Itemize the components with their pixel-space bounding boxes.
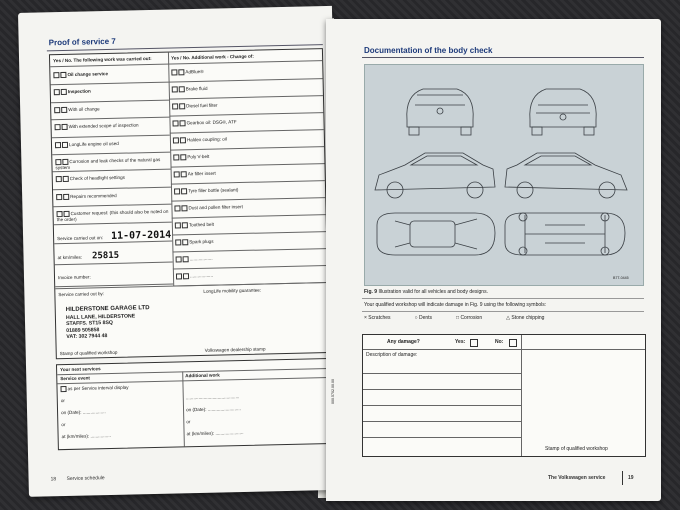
- stamp-line: HALL LANE, HILDERSTONE: [65, 312, 136, 321]
- no-checkbox[interactable]: [180, 137, 186, 143]
- work-item-row: [54, 87, 166, 96]
- title-rule: [362, 57, 644, 58]
- yes-checkbox[interactable]: [54, 107, 60, 113]
- figure-caption: Illustration valid for all vehicles and body designs.: [378, 289, 488, 295]
- row-rule: [51, 99, 169, 103]
- no-checkbox[interactable]: [178, 69, 184, 75]
- right-page: [326, 19, 661, 501]
- no-checkbox[interactable]: [181, 171, 187, 177]
- work-item-label: Inspection: [67, 88, 91, 95]
- yes-checkbox[interactable]: [174, 171, 180, 177]
- km-value: 25815: [91, 250, 120, 262]
- next-service-text: on (Date): ..................: [61, 409, 106, 416]
- work-item-row: [55, 157, 167, 171]
- right-page-number: 19: [628, 475, 634, 481]
- stamp-line: 01889 505858: [66, 326, 100, 334]
- left-page: [18, 6, 343, 497]
- garage-stamp: [66, 304, 177, 340]
- no-checkbox[interactable]: [182, 239, 188, 245]
- additional-work-row: [174, 202, 324, 211]
- next-service-text: as per Service interval display: [67, 384, 129, 392]
- next-additional-text: or: [186, 419, 191, 425]
- no-checkbox[interactable]: [181, 188, 187, 194]
- additional-work-label: Brake fluid: [185, 85, 208, 92]
- yes-checkbox[interactable]: [175, 222, 181, 228]
- next-services-title: Your next services: [60, 366, 101, 373]
- right-footer-label: The Volkswagen service: [548, 475, 606, 481]
- row-rule: [52, 134, 170, 138]
- row-rule: [53, 204, 171, 208]
- next-service-row: [60, 385, 128, 393]
- left-footer-label: Service schedule: [66, 475, 105, 483]
- work-item-label: LongLife engine oil used: [68, 140, 119, 147]
- additional-work-label: Haldex coupling: oil: [186, 136, 227, 143]
- work-item-label: Repairs recommended: [70, 192, 117, 199]
- footer-divider: [622, 471, 623, 485]
- additional-work-label: ..................: [189, 255, 213, 262]
- additional-work-row: [174, 168, 324, 177]
- car-top-view: [377, 213, 495, 255]
- damage-symbol: ○ Dents: [414, 315, 433, 321]
- row-rule: [171, 197, 325, 201]
- no-checkbox[interactable]: [180, 154, 186, 160]
- spine-code: 000.5702.00.00: [331, 379, 335, 404]
- damage-report-table: [362, 334, 646, 457]
- yes-checkbox[interactable]: [174, 188, 180, 194]
- car-right-side: [505, 153, 627, 198]
- next-service-row: [62, 433, 111, 439]
- yes-checkbox[interactable]: [172, 120, 178, 126]
- no-checkbox[interactable]: [60, 72, 66, 78]
- row-rule: [169, 78, 323, 82]
- yes-checkbox[interactable]: [173, 154, 179, 160]
- work-item-row: [56, 191, 168, 200]
- work-item-row: [55, 139, 167, 148]
- yes-checkbox[interactable]: [174, 205, 180, 211]
- additional-work-row: [172, 117, 322, 126]
- additional-work-row: [176, 270, 326, 279]
- no-checkbox[interactable]: [62, 141, 68, 147]
- work-item-label: Corrosion and leak checks of the natural gas system: [55, 157, 161, 171]
- additional-work-row: [172, 100, 322, 109]
- yes-checkbox[interactable]: [55, 124, 61, 130]
- yes-checkbox[interactable]: [470, 339, 478, 347]
- yes-checkbox[interactable]: [56, 194, 62, 200]
- description-line: [363, 405, 521, 406]
- work-item-row: [55, 122, 167, 131]
- next-service-row: [61, 409, 106, 415]
- no-checkbox[interactable]: [179, 86, 185, 92]
- no-checkbox[interactable]: [179, 120, 185, 126]
- additional-work-row: [176, 253, 326, 262]
- yes-checkbox[interactable]: [172, 86, 178, 92]
- additional-work-row: [172, 83, 322, 92]
- row-rule: [171, 163, 325, 167]
- next-additional-text: on (Date): ..........................: [185, 406, 241, 413]
- yes-checkbox[interactable]: [176, 256, 182, 262]
- figure-caption-row: [364, 289, 488, 295]
- damage-symbol: △ Stone chipping: [506, 315, 545, 321]
- work-item-label: Check of headlight settings: [69, 175, 125, 182]
- caption-rule: [362, 298, 644, 299]
- left-column-header: Yes / No. The following work was carried out:: [53, 55, 152, 64]
- row-rule: [169, 112, 323, 116]
- description-line: [363, 437, 521, 438]
- work-item-row: [56, 174, 168, 183]
- stamp-line: VAT: 302 7944 48: [66, 333, 108, 340]
- work-item-label: With oil change: [68, 106, 100, 112]
- work-item-row: [54, 104, 166, 113]
- additional-work-label: ..................: [189, 272, 214, 279]
- no-checkbox[interactable]: [179, 103, 185, 109]
- yes-checkbox[interactable]: [53, 72, 59, 78]
- additional-work-row: [174, 185, 324, 194]
- next-service-text: at (km/miles): ................: [61, 433, 111, 440]
- figure-label: Fig. 9: [364, 289, 378, 295]
- service-record-table: [49, 48, 330, 359]
- additional-work-label: Gearbox oil: DSG®, ATF: [186, 119, 237, 126]
- service-date-row-label: Service carried out on:: [57, 235, 104, 242]
- interval-checkbox[interactable]: [60, 386, 66, 392]
- km-row-label: at km/miles:: [57, 254, 83, 261]
- yes-label: Yes:: [455, 339, 466, 345]
- row-rule: [51, 117, 169, 121]
- additional-work-label: Tyre filler bottle (sealant): [188, 187, 239, 194]
- instruction-rule: [362, 311, 644, 312]
- no-checkbox[interactable]: [61, 89, 67, 95]
- next-services-table: [56, 358, 332, 450]
- additional-work-label: Air filter insert: [187, 170, 216, 177]
- invoice-row-label: Invoice number:: [57, 274, 91, 281]
- no-checkbox[interactable]: [182, 222, 188, 228]
- work-item-row: [57, 209, 169, 223]
- additional-work-row: [173, 151, 323, 160]
- stamp-workshop-label: Stamp of qualified workshop: [59, 349, 118, 357]
- car-outline-drawings: [365, 65, 643, 285]
- next-col-service-event: Service event: [60, 375, 90, 382]
- no-checkbox[interactable]: [63, 176, 69, 182]
- vehicle-diagram: [364, 64, 644, 286]
- yes-checkbox[interactable]: [175, 239, 181, 245]
- damage-symbols-legend: [364, 315, 644, 321]
- yes-checkbox[interactable]: [56, 176, 62, 182]
- column-divider: [521, 335, 522, 456]
- work-item-label: With extended scope of inspection: [68, 122, 139, 130]
- next-service-text: or: [61, 422, 66, 428]
- car-rear-view: [407, 89, 473, 135]
- any-damage-label: Any damage?: [387, 339, 420, 345]
- row-rule: [170, 146, 324, 150]
- additional-work-label: AdBlue®: [185, 69, 204, 75]
- stamp-line: HILDERSTONE GARAGE LTD: [65, 305, 150, 313]
- additional-work-row: [175, 236, 325, 245]
- additional-work-row: [175, 219, 325, 228]
- column-divider: [182, 371, 185, 446]
- carried-by-label: Service carried out by:: [58, 291, 105, 298]
- car-left-side: [375, 153, 495, 198]
- no-checkbox[interactable]: [181, 205, 187, 211]
- no-checkbox[interactable]: [62, 124, 68, 130]
- no-checkbox[interactable]: [509, 339, 517, 347]
- row-rule: [172, 248, 326, 252]
- next-col-additional-work: Additional work: [185, 372, 220, 379]
- row-rule: [172, 214, 326, 218]
- no-checkbox[interactable]: [61, 107, 67, 113]
- next-service-row: [61, 422, 65, 427]
- description-line: [363, 421, 521, 422]
- damage-symbol: □ Corrosion: [456, 315, 483, 321]
- service-date-value: 11-07-2014: [110, 229, 172, 242]
- symbol-instruction: Your qualified workshop will indicate damage in Fig. 9 using the following symbols:: [364, 302, 547, 308]
- row-rule: [53, 186, 171, 190]
- yes-checkbox[interactable]: [173, 137, 179, 143]
- yes-checkbox[interactable]: [171, 69, 177, 75]
- row-rule: [173, 265, 327, 269]
- page-title: Documentation of the body check: [364, 46, 493, 55]
- row-rule: [171, 180, 325, 184]
- additional-work-label: Diesel fuel filter: [186, 102, 218, 109]
- invoice-row: [58, 273, 173, 281]
- next-service-text: or: [60, 398, 65, 404]
- additional-work-row: [173, 134, 323, 143]
- stamp-line: STAFFS. ST15 8SQ: [65, 319, 114, 327]
- description-line: [363, 389, 521, 390]
- no-checkbox[interactable]: [183, 256, 189, 262]
- page-title: Proof of service 7: [48, 36, 116, 48]
- work-item-row: [53, 70, 165, 79]
- additional-work-row: [171, 66, 321, 75]
- yes-checkbox[interactable]: [54, 89, 60, 95]
- additional-work-label: Toothed belt: [188, 221, 214, 228]
- yes-checkbox[interactable]: [172, 103, 178, 109]
- row-rule: [172, 231, 326, 235]
- additional-work-label: Dust and pollen filter insert: [188, 204, 243, 211]
- car-underside-view: [505, 213, 625, 255]
- no-checkbox[interactable]: [183, 273, 189, 279]
- additional-work-label: Spark plugs: [189, 238, 214, 245]
- next-service-row: [61, 398, 65, 403]
- description-label: Description of damage:: [366, 352, 418, 358]
- vw-stamp-label: Volkswagen dealership stamp: [204, 346, 266, 353]
- longlife-label: LongLife mobility guarantee:: [203, 287, 262, 294]
- no-checkbox[interactable]: [63, 194, 69, 200]
- description-line: [363, 373, 521, 374]
- left-page-number: 18: [50, 476, 57, 483]
- row-rule: [170, 129, 324, 133]
- row-rule: [363, 349, 645, 350]
- next-additional-text: ..........................................: [185, 394, 240, 401]
- figure-code: B7T-0445: [613, 276, 629, 280]
- damage-symbol: × Scratches: [364, 315, 391, 321]
- additional-work-label: Poly V-belt: [187, 153, 210, 160]
- right-column-header: Yes / No. Additional work - Change of:: [171, 53, 254, 61]
- next-additional-text: at (km/miles): ......................: [186, 429, 244, 437]
- no-label: No:: [495, 339, 504, 345]
- work-item-label: Oil change service: [67, 71, 109, 78]
- row-rule: [51, 82, 169, 86]
- yes-checkbox[interactable]: [176, 273, 182, 279]
- work-item-label: Customer request: (this should also be noted on the order): [56, 209, 169, 223]
- row-rule: [169, 95, 323, 99]
- car-front-view: [530, 89, 596, 135]
- right-stamp-label: Stamp of qualified workshop: [545, 446, 608, 452]
- row-rule: [52, 152, 170, 156]
- yes-checkbox[interactable]: [55, 142, 61, 148]
